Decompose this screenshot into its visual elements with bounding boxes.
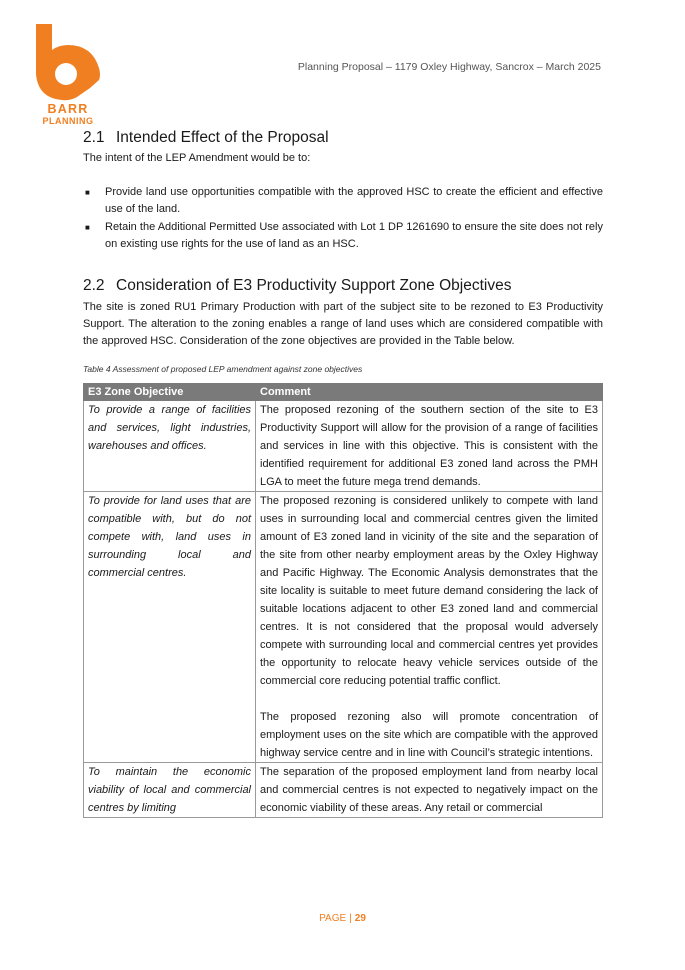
bullet-icon: ■ [85, 188, 90, 197]
comment-paragraph: The proposed rezoning of the southern section of the site to E3 Productivity Support will allow for the provision of a range of facilities and services in line with this objective. This is consistent with the identified requirement for additional E3 zoned land across the PMH LGA to meet the future mega trend demands. [260, 404, 598, 488]
comment-cell [256, 401, 603, 492]
section-intro: The intent of the LEP Amendment would be to: [83, 152, 311, 164]
comment-cell [256, 763, 603, 818]
comment-paragraph: The proposed rezoning is considered unlikely to compete with land uses in surrounding local and commercial centres given the limited amount of E3 zoned land in vicinity of the site and the separation of the site from other nearby employment areas by the Oxley Highway and Pacific Highway. The Economic Analysis demonstrates that the site locality is suitable to meet future demand considering the lack of suitable locations adjacent to other E3 zoned land and commercial centres. It is not considered that the proposal would adversely compete with surrounding local and commercial centres yet provides the opportunity to relocate heavy vehicle services outside of the commercial core reducing potential traffic conflict. [260, 495, 598, 687]
bullet-icon: ■ [85, 223, 90, 232]
table-row [84, 492, 603, 763]
table-header-row [84, 384, 603, 401]
page-label: PAGE [319, 913, 347, 924]
running-header: Planning Proposal – 1179 Oxley Highway, Sancrox – March 2025 [297, 61, 601, 73]
list-item-text: Provide land use opportunities compatible with the approved HSC to create the efficient and effective use of the land. [105, 186, 603, 215]
table-row [84, 401, 603, 492]
column-header-comment: Comment [256, 384, 603, 401]
logo-text-planning: PLANNING [42, 116, 94, 126]
comment-paragraph: The separation of the proposed employment land from nearby local and commercial centres is not expected to negatively impact on the economic viability of these areas. Any retail or commercial [260, 766, 598, 814]
section-title: Intended Effect of the Proposal [116, 129, 329, 146]
page-content [83, 129, 603, 818]
section-number: 2.2 [83, 277, 105, 294]
logo-text-barr: BARR [47, 102, 89, 116]
section-heading-2-1 [83, 129, 603, 147]
list-item [83, 219, 603, 253]
section-paragraph: The site is zoned RU1 Primary Production with part of the subject site to be rezoned to E3 Productivity Support. The alteration to the zoning enables a range of land uses which are considered compatible with the approved HSC. Consideration of the zone objectives are provided in the Table below. [83, 301, 603, 347]
table-caption: Table 4 Assessment of proposed LEP amendment against zone objectives [83, 364, 363, 374]
list-item [83, 184, 603, 218]
section-number: 2.1 [83, 129, 105, 146]
page-number: 29 [354, 913, 366, 924]
section-heading-2-2 [83, 277, 603, 295]
intent-list [83, 184, 603, 253]
section-title: Consideration of E3 Productivity Support Zone Objectives [116, 277, 512, 294]
page-footer [0, 913, 685, 924]
objective-cell: To provide a range of facilities and services, light industries, warehouses and offices. [84, 401, 256, 492]
list-item-text: Retain the Additional Permitted Use associated with Lot 1 DP 1261690 to ensure the site does not rely on existing use rights for the use of land as an HSC. [105, 221, 603, 250]
zone-objectives-table [83, 383, 603, 818]
page-separator: | [349, 913, 352, 924]
column-header-objective: E3 Zone Objective [84, 384, 256, 401]
objective-cell: To maintain the economic viability of local and commercial centres by limiting [84, 763, 256, 818]
comment-paragraph: The proposed rezoning also will promote concentration of employment uses on the site which are compatible with the approved highway service centre and in line with Council’s strategic intentions. [260, 711, 598, 759]
table-row [84, 763, 603, 818]
objective-cell: To provide for land uses that are compatible with, but do not compete with, land uses in surrounding local and commercial centres. [84, 492, 256, 763]
comment-cell [256, 492, 603, 763]
